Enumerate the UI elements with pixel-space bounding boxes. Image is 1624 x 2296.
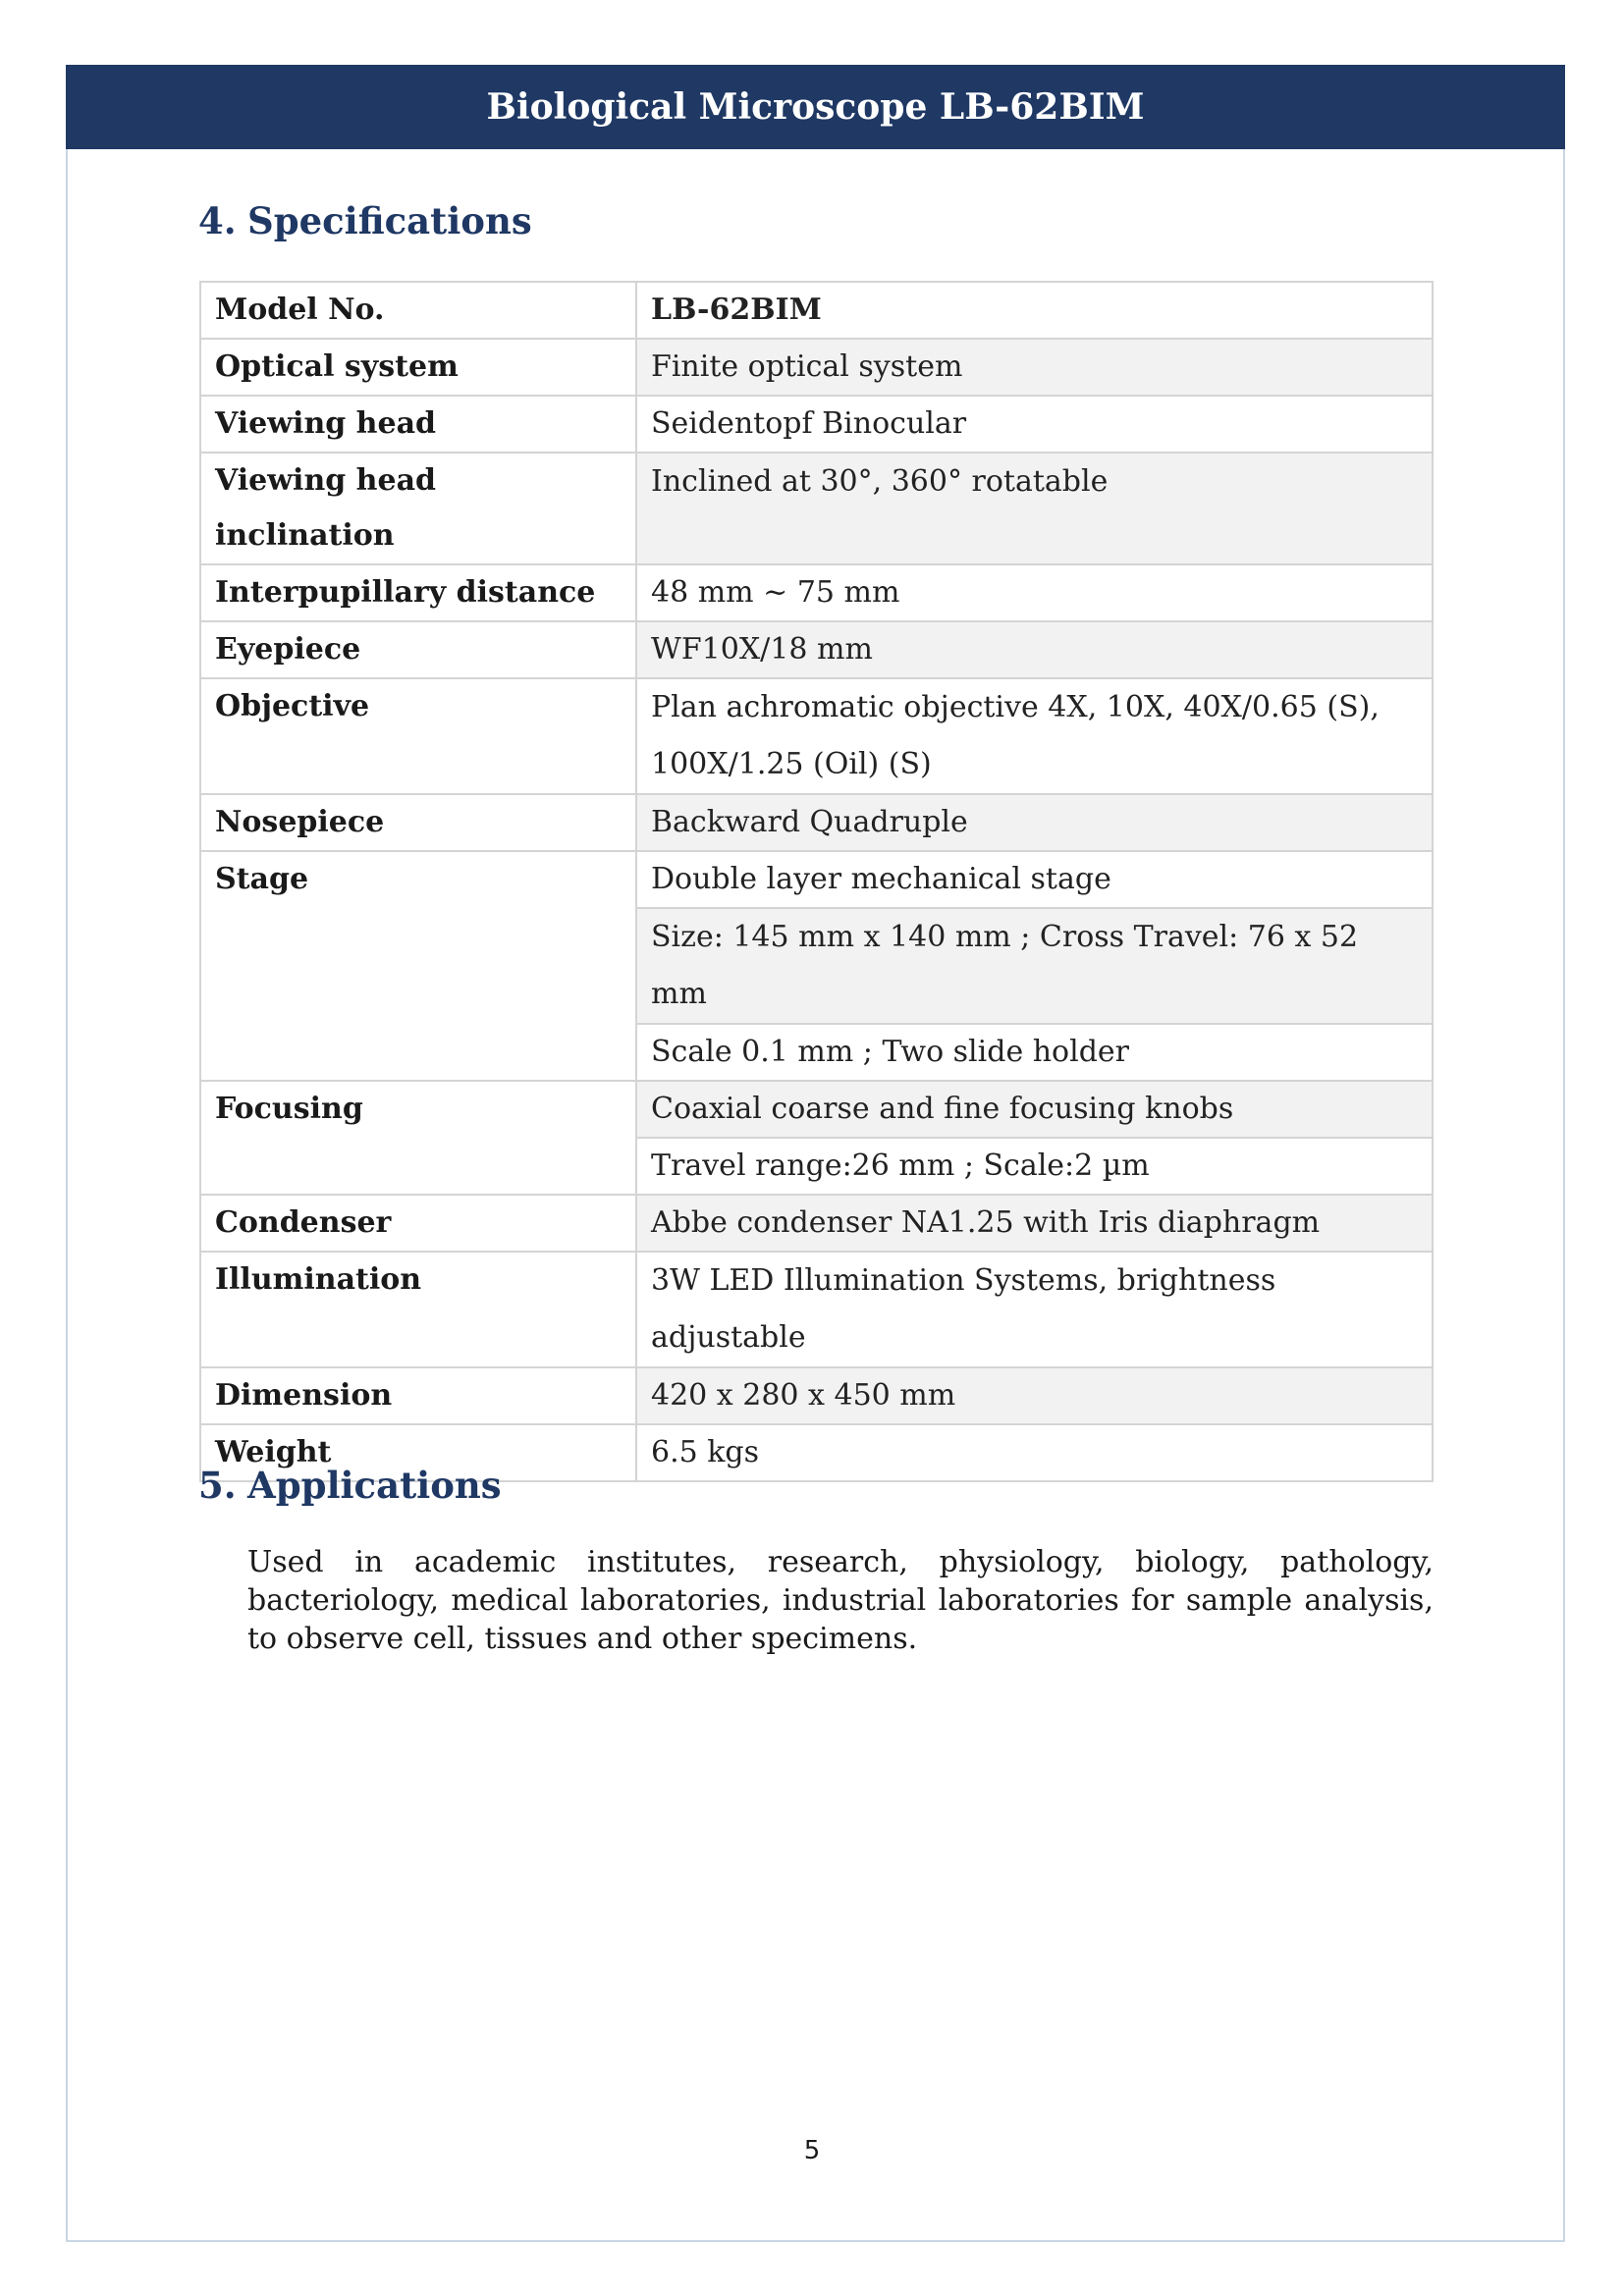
table-row [200,1367,1433,1424]
page-number: 5 [803,2136,821,2165]
spec-value: Coaxial coarse and fine focusing knobs [636,1081,1433,1138]
spec-value: Seidentopf Binocular [636,396,1433,453]
spec-value: Abbe condenser NA1.25 with Iris diaphragm [636,1195,1433,1252]
spec-label: Dimension [200,1367,636,1424]
spec-value: Scale 0.1 mm ; Two slide holder [636,1024,1433,1081]
spec-label: Focusing [200,1081,636,1195]
table-row [200,851,1433,908]
spec-label: Model No. [200,282,636,339]
spec-label: Eyepiece [200,621,636,678]
specifications-heading [198,196,532,245]
document-title: Biological Microscope LB-62BIM [486,86,1145,128]
table-row [200,621,1433,678]
spec-label: Viewing head [200,396,636,453]
spec-value: WF10X/18 mm [636,621,1433,678]
table-row [200,282,1433,339]
applications-heading [198,1461,502,1510]
table-row [200,1252,1433,1367]
spec-value: 3W LED Illumination Systems, brightness adjustable [636,1252,1433,1367]
spec-label: Weight [200,1424,636,1481]
specifications-number: 4. [198,199,237,242]
spec-value: 48 mm ~ 75 mm [636,564,1433,621]
specifications-title: Specifications [247,199,532,242]
table-row [200,794,1433,851]
table-row [200,678,1433,794]
applications-title: Applications [247,1464,502,1507]
spec-value: Double layer mechanical stage [636,851,1433,908]
specifications-table [199,281,1434,1482]
spec-label: Objective [200,678,636,794]
spec-value: Backward Quadruple [636,794,1433,851]
spec-value: Finite optical system [636,339,1433,396]
table-row [200,453,1433,564]
spec-label: Optical system [200,339,636,396]
spec-value: Plan achromatic objective 4X, 10X, 40X/0.65 (S), 100X/1.25 (Oil) (S) [636,678,1433,794]
spec-value: Inclined at 30°, 360° rotatable [636,453,1433,564]
table-row [200,1195,1433,1252]
spec-value: 6.5 kgs [636,1424,1433,1481]
spec-label: Interpupillary distance [200,564,636,621]
spec-value: LB-62BIM [636,282,1433,339]
spec-label: Viewing head inclination [200,453,636,564]
applications-number: 5. [198,1464,237,1507]
table-row [200,396,1433,453]
applications-paragraph: Used in academic institutes, research, physiology, biology, pathology, bacteriology, medical laboratories, industrial laboratories for sample analysis, to observe cell, tissues and other specimens. [247,1545,1434,1656]
spec-value: Size: 145 mm x 140 mm ; Cross Travel: 76 x 52 mm [636,908,1433,1024]
spec-label: Condenser [200,1195,636,1252]
spec-value: 420 x 280 x 450 mm [636,1367,1433,1424]
spec-label: Illumination [200,1252,636,1367]
table-row [200,564,1433,621]
spec-label: Nosepiece [200,794,636,851]
spec-value: Travel range:26 mm ; Scale:2 µm [636,1138,1433,1195]
table-row [200,339,1433,396]
spec-label: Stage [200,851,636,1081]
document-header [66,65,1565,149]
table-row [200,1081,1433,1138]
